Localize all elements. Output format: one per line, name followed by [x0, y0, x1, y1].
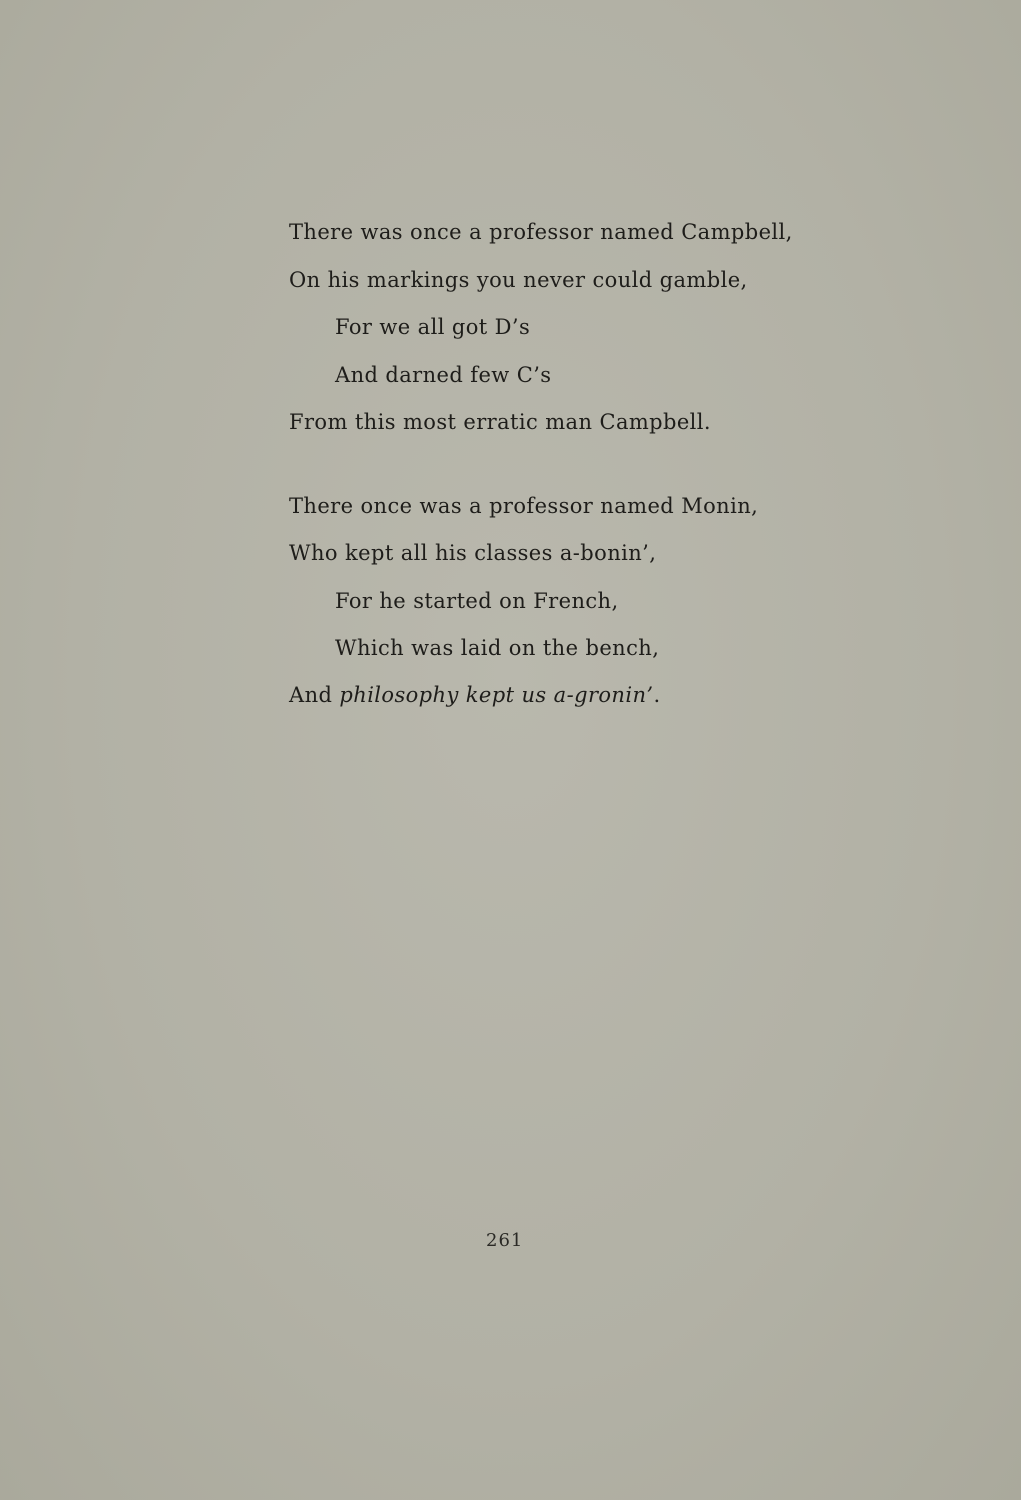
poem-line: On his markings you never could gamble,	[289, 268, 748, 292]
poem-line: Who kept all his classes a-bonin’,	[289, 541, 657, 565]
poem-line: There once was a professor named Monin,	[289, 494, 759, 518]
poem-line: Which was laid on the bench,	[335, 636, 660, 660]
poem-line-suffix: .	[653, 683, 661, 707]
poem-line: And darned few C’s	[335, 363, 552, 387]
poem-line: For we all got D’s	[335, 315, 531, 339]
poem-line-italic: philosophy kept us a-gronin’	[339, 683, 654, 707]
poem-line: For he started on French,	[335, 589, 619, 613]
page-number: 261	[486, 1230, 524, 1251]
poem-line: From this most erratic man Campbell.	[289, 410, 711, 434]
poem-line: There was once a professor named Campbell,	[289, 220, 793, 244]
poem-line-last	[289, 685, 661, 706]
poem-line-prefix: And	[289, 683, 340, 707]
